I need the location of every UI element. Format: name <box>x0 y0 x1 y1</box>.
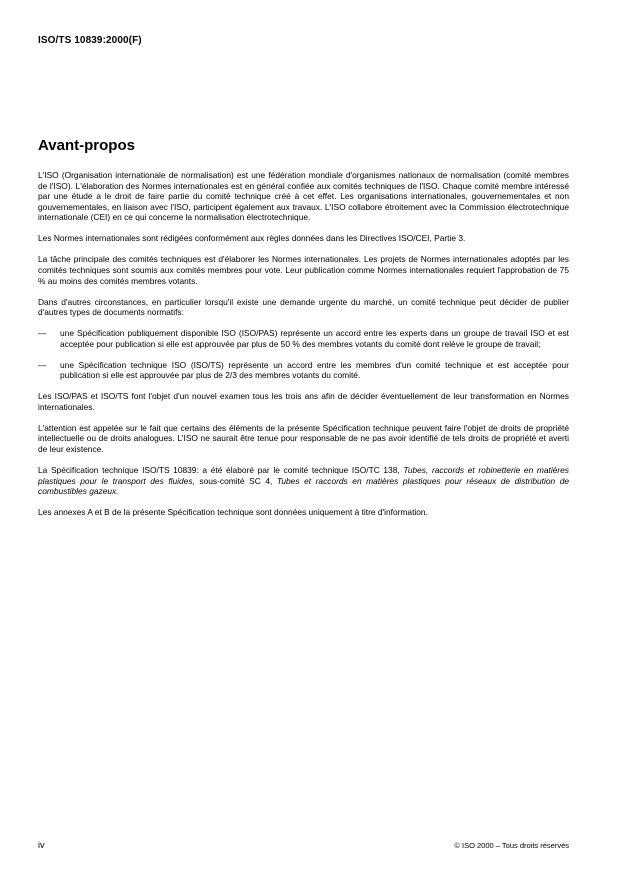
paragraph-directives: Les Normes internationales sont rédigées conformément aux règles données dans les Directives ISO/CEI, Partie 3. <box>38 233 466 244</box>
paragraph-iso-intro: L'ISO (Organisation internationale de normalisation) est une fédération mondiale d'organismes nationaux de normalisation (comité membres de l'ISO). L'élaboration des Normes internationales est en général confiée aux comités techniques de l'ISO. Chaque comité membre intéressé par une étude a le droit de faire partie du comité technique créé à cet effet. Les organisations internationales, gouvernementales et non gouvernementales, en liaison avec l'ISO, participent également aux travaux. L'ISO collabore étroitement avec la Commission électrotechnique internationale (CEI) en ce qui concerne la normalisation électrotechnique. <box>38 170 569 223</box>
subcommittee-title: Tubes et raccords en matières plastiques pour réseaux de distribution de combustibles gazeux. <box>38 475 570 497</box>
paragraph-review: Les ISO/PAS et ISO/TS font l'objet d'un nouvel examen tous les trois ans afin de décider éventuellement de leur transformation en Normes internationales. <box>38 391 569 412</box>
page-number: iv <box>38 840 45 850</box>
preparation-text-1: La Spécification technique ISO/TS 10839: a été élaboré par le comité technique ISO/TC 138, <box>38 465 404 475</box>
paragraph-other-circumstances: Dans d'autres circonstances, en particulier lorsqu'il existe une demande urgente du marché, un comité technique peut décider de publier d'autres types de documents normatifs: <box>38 296 569 318</box>
list-item-ts <box>38 360 569 381</box>
section-title: Avant-propos <box>38 137 135 154</box>
list-item-pas <box>38 328 569 349</box>
list-dash: — <box>38 328 47 339</box>
paragraph-patent-rights: L'attention est appelée sur le fait que certains des éléments de la présente Spécification technique peuvent faire l'objet de droits de propriété intellectuelle ou de droits analogues. L'ISO ne saurait être tenue pour responsable de ne pas avoir identifié de tels droits de propriété et averti de leur existence. <box>38 422 569 455</box>
copyright-notice: © ISO 2000 – Tous droits réservés <box>454 841 569 850</box>
document-code: ISO/TS 10839:2000(F) <box>38 35 142 46</box>
paragraph-annexes: Les annexes A et B de la présente Spécification technique sont données uniquement à titre d'information. <box>38 507 428 518</box>
list-item-text: une Spécification publiquement disponible ISO (ISO/PAS) représente un accord entre les experts dans un groupe de travail ISO et est acceptée pour publication si elle est approuvée par plus de 50 % des membres votants du comité dont relève le groupe de travail; <box>60 328 569 349</box>
foreword-body <box>38 170 569 528</box>
list-item-text: une Spécification technique ISO (ISO/TS) représente un accord entre les membres d'un comité technique et est acceptée pour publication si elle est approuvée par plus de 2/3 des membres votants du comité. <box>60 359 569 381</box>
list-dash: — <box>38 359 47 370</box>
paragraph-preparation <box>38 465 569 497</box>
committee-title: Tubes, raccords et robinetterie en matières plastiques pour le transport des fluides <box>38 465 569 486</box>
preparation-text-2: , sous-comité SC 4, <box>192 475 277 486</box>
paragraph-main-task: La tâche principale des comités techniques est d'élaborer les Normes internationales. Les projets de Normes internationales adoptés par les comités techniques sont soumis aux comités membres pour vote. Leur publication comme Normes internationales requiert l'approbation de 75 % au moins des comités membres votants. <box>38 254 569 286</box>
